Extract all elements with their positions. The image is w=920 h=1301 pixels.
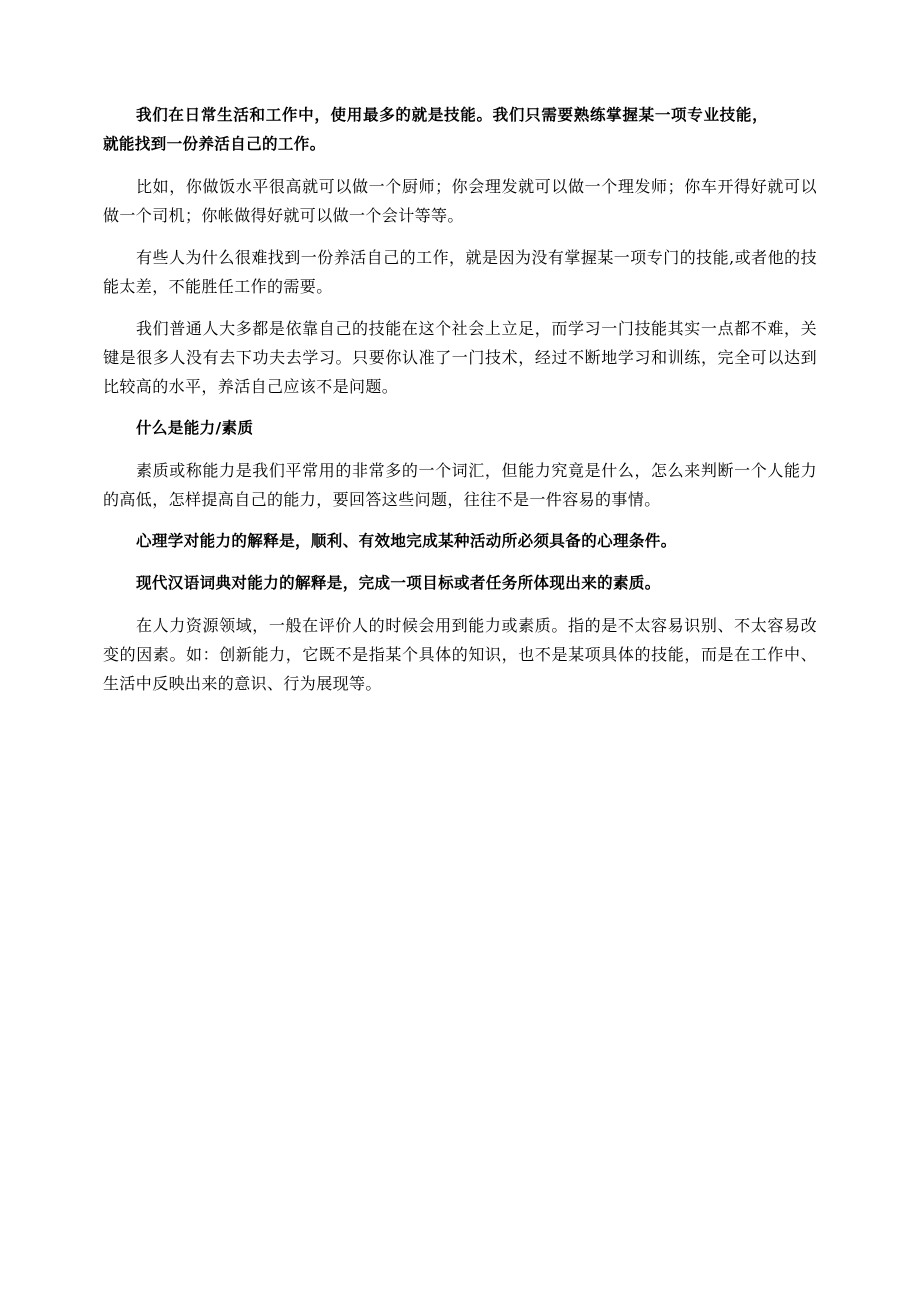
- paragraph-dictionary-definition: 现代汉语词典对能力的解释是，完成一项目标或者任务所体现出来的素质。: [136, 574, 661, 592]
- paragraph-hr-definition: 在人力资源领域，一般在评价人的时候会用到能力或素质。指的是不太容易识别、不太容易改变的因素。如：创新能力，它既不是指某个具体的知识，也不是某项具体的技能，而是在工作中、生活中反映出来的意识、行为展现等。: [103, 616, 817, 693]
- paragraph-ability-intro: 素质或称能力是我们平常用的非常多的一个词汇，但能力究竟是什么，怎么来判断一个人能力的高低，怎样提高自己的能力，要回答这些问题，往往不是一件容易的事情。: [103, 461, 817, 509]
- paragraph-skills-learning: 我们普通人大多都是依靠自己的技能在这个社会上立足，而学习一门技能其实一点都不难，关键是很多人没有去下功夫去学习。只要你认准了一门技术，经过不断地学习和训练，完全可以达到比较高的水平，养活自己应该不是问题。: [103, 319, 817, 396]
- paragraph-skills-intro: 我们在日常生活和工作中，使用最多的就是技能。我们只需要熟练掌握某一项专业技能，就能找到一份养活自己的工作。: [103, 106, 768, 153]
- section-heading-ability: 什么是能力/素质: [136, 419, 254, 437]
- paragraph-skills-examples: 比如，你做饭水平很高就可以做一个厨师；你会理发就可以做一个理发师；你车开得好就可以做一个司机；你帐做得好就可以做一个会计等等。: [103, 177, 817, 225]
- paragraph-skills-lacking: 有些人为什么很难找到一份养活自己的工作，就是因为没有掌握某一项专门的技能,或者他的技能太差，不能胜任工作的需要。: [103, 248, 817, 296]
- paragraph-psychology-definition: 心理学对能力的解释是，顺利、有效地完成某种活动所必须具备的心理条件。: [136, 532, 677, 550]
- document-body: [103, 101, 817, 711]
